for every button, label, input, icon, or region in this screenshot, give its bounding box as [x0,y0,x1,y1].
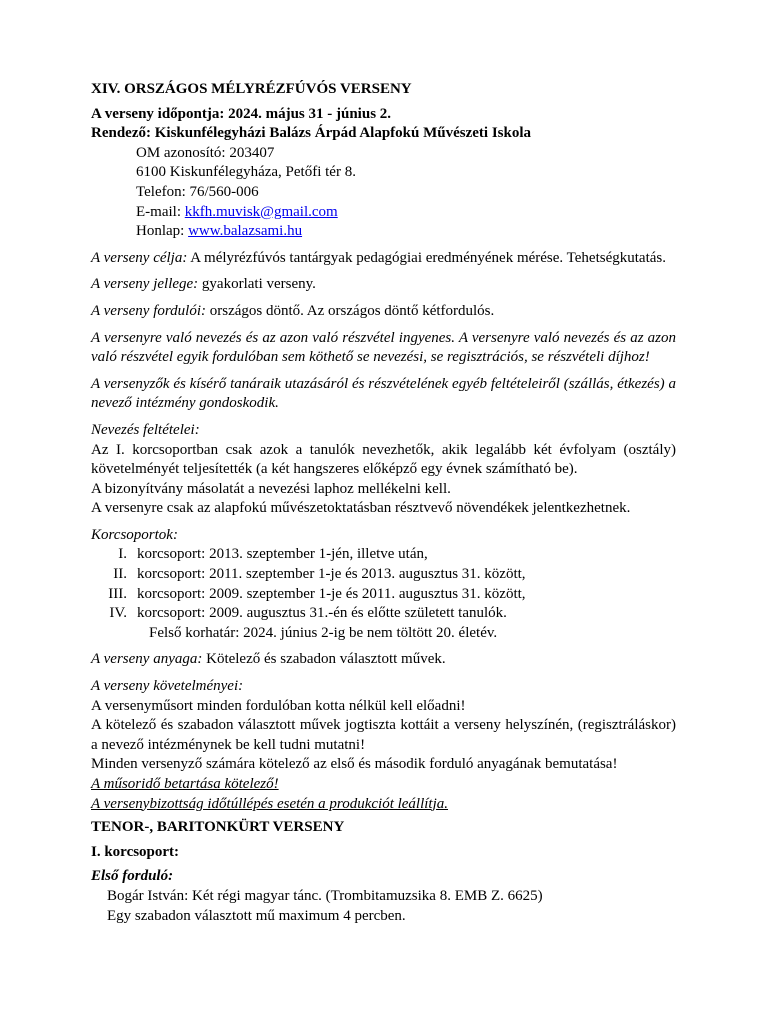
requirement-underlined: A versenybizottság időtúllépés esetén a produkciót leállítja. [91,795,449,812]
om-id: OM azonosító: 203407 [136,144,275,161]
web-label: Honlap: [136,223,189,240]
nature-paragraph [91,275,676,295]
age-group-number: III. [108,585,127,602]
material-paragraph [91,650,676,670]
material-label: A verseny anyaga: [91,651,203,668]
goal-paragraph [91,249,676,269]
document-title: XIV. ORSZÁGOS MÉLYRÉZFÚVÓS VERSENY [91,81,412,97]
age-group-item [91,545,676,565]
organizer-line: Rendező: Kiskunfélegyházi Balázs Árpád Alapfokú Művészeti Iskola [91,125,532,142]
upper-age-limit: Felső korhatár: 2024. június 2-ig be nem töltött 20. életév. [149,624,498,641]
section-title: TENOR-, BARITONKÜRT VERSENY [91,819,345,836]
age-group-number: IV. [109,605,127,622]
age-groups-label: Korcsoportok: [91,526,178,543]
goal-text: A mélyrézfúvós tantárgyak pedagógiai eredményének mérése. Tehetségkutatás. [187,249,666,266]
piece-line: Bogár István: Két régi magyar tánc. (Trombitamuzsika 8. EMB Z. 6625) [107,887,543,904]
age-group-text: korcsoport: 2011. szeptember 1-je és 2013. augusztus 31. között, [137,566,526,583]
age-group-item [91,565,676,585]
rounds-text: országos döntő. Az országos döntő kétfordulós. [205,302,495,319]
address: 6100 Kiskunfélegyháza, Petőfi tér 8. [136,164,356,181]
free-entry-paragraph: A versenyre való nevezés és az azon való részvétel ingyenes. A versenyre való nevezés és az azon való részvétel egyik fordulóban sem köthető se nevezési, se regisztrációs, se részvételi díjhoz! [91,329,676,366]
entry-line: A bizonyítvány másolatát a nevezési laphoz mellékelni kell. [91,480,451,497]
requirement-line: A kötelező és szabadon választott művek jogtiszta kottáit a verseny helyszínén, (regisztráláskor) a nevező intézménynek be kell tudni mutatni! [91,717,676,753]
nature-text: gyakorlati verseny. [198,276,316,293]
entry-label: Nevezés feltételei: [91,421,200,438]
rounds-label: A verseny fordulói: [91,302,206,319]
travel-paragraph: A versenyzők és kísérő tanáraik utazásáról és részvételének egyéb feltételeiről (szállás, étkezés) a nevező intézmény gondoskodik. [91,375,676,412]
email-link[interactable]: kkfh.muvisk@gmail.com [184,203,338,220]
entry-line: Az I. korcsoportban csak azok a tanulók nevezhetők, akik legalább két évfolyam (osztály) követelményét teljesítették (a két hangszeres előképző egy évnek számítható be). [91,441,676,478]
age-group-number: I. [118,546,127,563]
entry-line: A versenyre csak az alapfokú művészetoktatásban résztvevő növendékek jelentkezhetnek. [91,500,631,517]
age-group-text: korcsoport: 2009. augusztus 31.-én és előtte született tanulók. [137,605,507,622]
requirements-label: A verseny követelményei: [91,678,244,695]
goal-label: A verseny célja: [91,249,188,266]
section-round: Első forduló: [91,868,174,885]
age-group-number: II. [113,566,127,583]
material-text: Kötelező és szabadon választott művek. [202,651,446,668]
piece-line: Egy szabadon választott mű maximum 4 percben. [107,907,406,924]
phone: Telefon: 76/560-006 [136,183,259,200]
date-line: A verseny időpontja: 2024. május 31 - június 2. [91,105,392,122]
contact-block [91,144,676,242]
age-group-item [91,604,676,624]
email-line [136,203,676,223]
nature-label: A verseny jellege: [91,276,199,293]
rounds-paragraph [91,302,676,322]
requirement-underlined: A műsoridő betartása kötelező! [91,776,279,792]
age-group-text: korcsoport: 2013. szeptember 1-jén, illetve után, [137,546,428,563]
web-line [136,222,676,242]
age-group-text: korcsoport: 2009. szeptember 1-je és 2011. augusztus 31. között, [137,585,526,602]
section-group: I. korcsoport: [91,843,180,860]
document-page [91,80,676,926]
age-group-item [91,585,676,605]
requirement-line: A versenyműsort minden fordulóban kotta nélkül kell előadni! [91,697,466,714]
web-link[interactable]: www.balazsami.hu [188,223,303,240]
requirement-line: Minden versenyző számára kötelező az első és második forduló anyagának bemutatása! [91,756,618,773]
email-label: E-mail: [136,203,185,220]
